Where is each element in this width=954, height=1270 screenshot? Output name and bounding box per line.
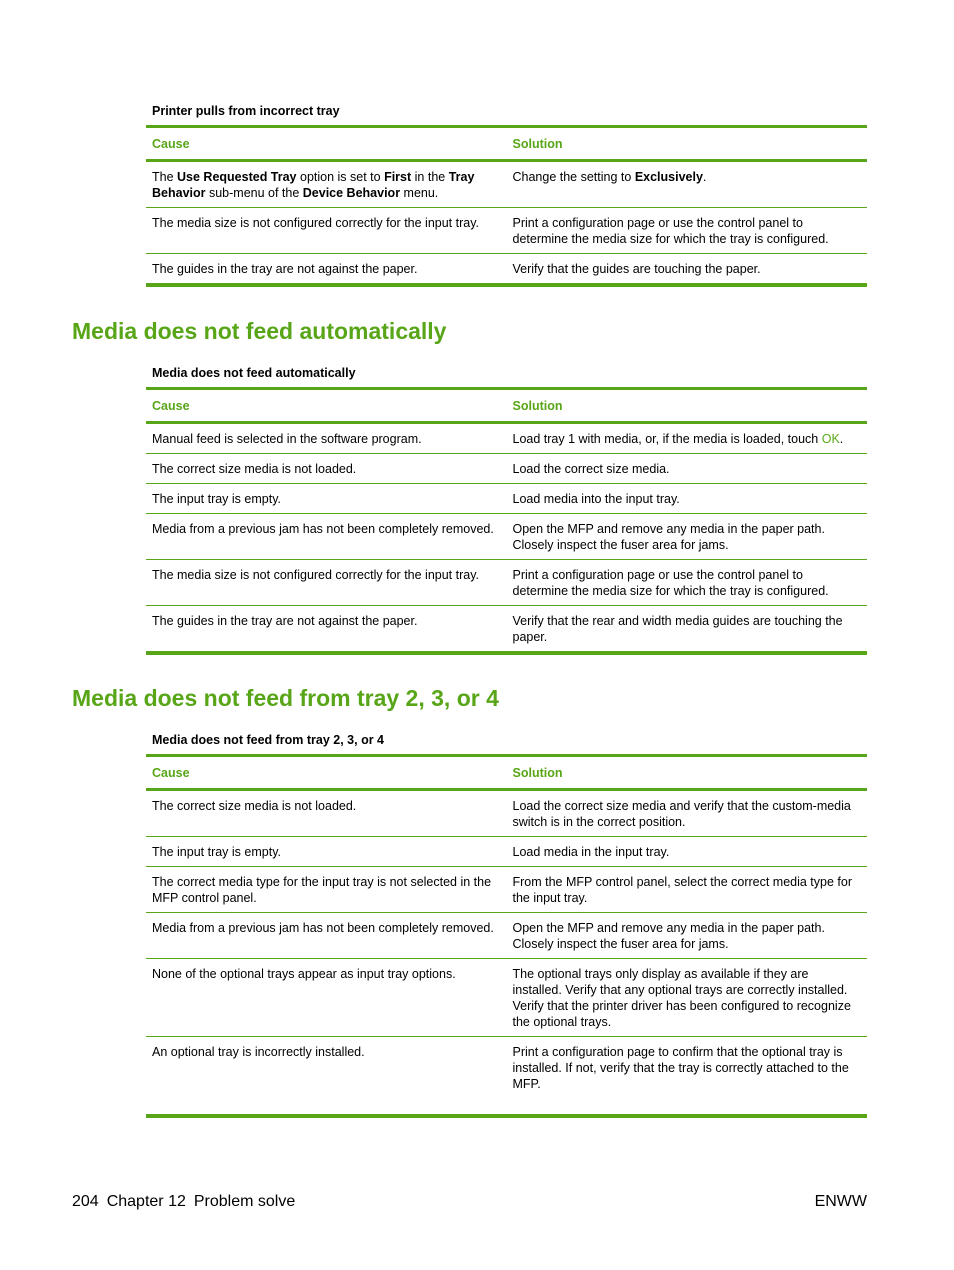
solution-text: .: [839, 432, 844, 446]
cause-cell: The input tray is empty.: [146, 484, 506, 514]
not-feed-automatically-table: [146, 387, 867, 655]
solution-text: .: [702, 170, 707, 184]
solution-cell: From the MFP control panel, select the correct media type for the input tray.: [506, 867, 867, 913]
cause-column-header: Cause: [146, 389, 506, 423]
solution-cell: [506, 423, 867, 454]
cause-cell: [146, 161, 506, 208]
cause-column-header: Cause: [146, 756, 506, 790]
table-row: [146, 161, 867, 208]
table-row: [146, 208, 867, 254]
table-row: [146, 514, 867, 560]
table-title-incorrect-tray: Printer pulls from incorrect tray: [152, 104, 340, 118]
solution-cell: Verify that the rear and width media guides are touching the paper.: [506, 606, 867, 654]
solution-cell: The optional trays only display as available if they are installed. Verify that any optional trays are correctly installed. Verify that the printer driver has been configured to recognize the optional trays.: [506, 959, 867, 1037]
ok-button-reference: OK: [821, 432, 840, 446]
chapter-title: Problem solve: [193, 1193, 296, 1210]
solution-cell: Verify that the guides are touching the paper.: [506, 254, 867, 286]
table-title-not-feed-automatically: Media does not feed automatically: [152, 366, 356, 380]
table-title-not-feed-from-tray: Media does not feed from tray 2, 3, or 4: [152, 733, 385, 747]
table-row: [146, 606, 867, 654]
table-row: [146, 484, 867, 514]
solution-cell: Open the MFP and remove any media in the paper path. Closely inspect the fuser area for jams.: [506, 514, 867, 560]
cause-cell: The guides in the tray are not against the paper.: [146, 606, 506, 654]
section-heading-not-feed-automatically: Media does not feed automatically: [72, 318, 447, 344]
table-row: [146, 454, 867, 484]
table-row: [146, 254, 867, 286]
solution-cell: Print a configuration page or use the control panel to determine the media size for which the tray is configured.: [506, 560, 867, 606]
cause-cell: The correct size media is not loaded.: [146, 790, 506, 837]
cause-text: The: [152, 170, 178, 184]
cause-cell: Manual feed is selected in the software program.: [146, 423, 506, 454]
cause-bold-text: Device Behavior: [302, 186, 401, 200]
page-footer-left: [72, 1193, 303, 1211]
not-feed-from-tray-table: [146, 754, 867, 1118]
cause-text: sub-menu of the: [205, 186, 303, 200]
solution-column-header: Solution: [506, 389, 867, 423]
solution-cell: Load media into the input tray.: [506, 484, 867, 514]
cause-text: menu.: [400, 186, 439, 200]
table-row: [146, 837, 867, 867]
table-row: [146, 959, 867, 1037]
table-row: [146, 867, 867, 913]
solution-cell: [506, 161, 867, 208]
cause-bold-text: Tray Behavior: [152, 170, 475, 200]
solution-cell: Load media in the input tray.: [506, 837, 867, 867]
table-row: [146, 560, 867, 606]
cause-cell: The media size is not configured correctly for the input tray.: [146, 208, 506, 254]
table-header-row: [146, 389, 867, 423]
chapter-label: Chapter 12: [106, 1193, 186, 1210]
cause-cell: None of the optional trays appear as input tray options.: [146, 959, 506, 1037]
page-footer-right: ENWW: [814, 1193, 867, 1210]
table-row: [146, 790, 867, 837]
solution-column-header: Solution: [506, 756, 867, 790]
solution-text: Change the setting to: [512, 170, 635, 184]
cause-text: option is set to: [296, 170, 385, 184]
incorrect-tray-table: [146, 125, 867, 287]
cause-cell: Media from a previous jam has not been completely removed.: [146, 514, 506, 560]
solution-bold-text: Exclusively: [634, 170, 703, 184]
section-heading-not-feed-from-tray: Media does not feed from tray 2, 3, or 4: [72, 685, 499, 711]
cause-bold-text: Use Requested Tray: [177, 170, 297, 184]
cause-cell: The input tray is empty.: [146, 837, 506, 867]
solution-column-header: Solution: [506, 127, 867, 161]
table-row: [146, 1037, 867, 1117]
cause-cell: An optional tray is incorrectly installed.: [146, 1037, 506, 1117]
cause-cell: Media from a previous jam has not been completely removed.: [146, 913, 506, 959]
cause-text: in the: [411, 170, 449, 184]
solution-cell: Print a configuration page to confirm that the optional tray is installed. If not, verify that the tray is correctly attached to the MFP.: [506, 1037, 867, 1117]
solution-cell: Print a configuration page or use the control panel to determine the media size for which the tray is configured.: [506, 208, 867, 254]
cause-cell: The guides in the tray are not against the paper.: [146, 254, 506, 286]
cause-cell: The correct size media is not loaded.: [146, 454, 506, 484]
cause-bold-text: First: [384, 170, 412, 184]
cause-cell: The media size is not configured correctly for the input tray.: [146, 560, 506, 606]
cause-cell: The correct media type for the input tray is not selected in the MFP control panel.: [146, 867, 506, 913]
cause-column-header: Cause: [146, 127, 506, 161]
solution-text: Load tray 1 with media, or, if the media is loaded, touch: [512, 432, 822, 446]
table-row: [146, 913, 867, 959]
page-number: 204: [72, 1193, 99, 1210]
table-header-row: [146, 127, 867, 161]
solution-cell: Load the correct size media.: [506, 454, 867, 484]
solution-cell: Open the MFP and remove any media in the paper path. Closely inspect the fuser area for jams.: [506, 913, 867, 959]
table-header-row: [146, 756, 867, 790]
table-row: [146, 423, 867, 454]
solution-cell: Load the correct size media and verify that the custom-media switch is in the correct position.: [506, 790, 867, 837]
